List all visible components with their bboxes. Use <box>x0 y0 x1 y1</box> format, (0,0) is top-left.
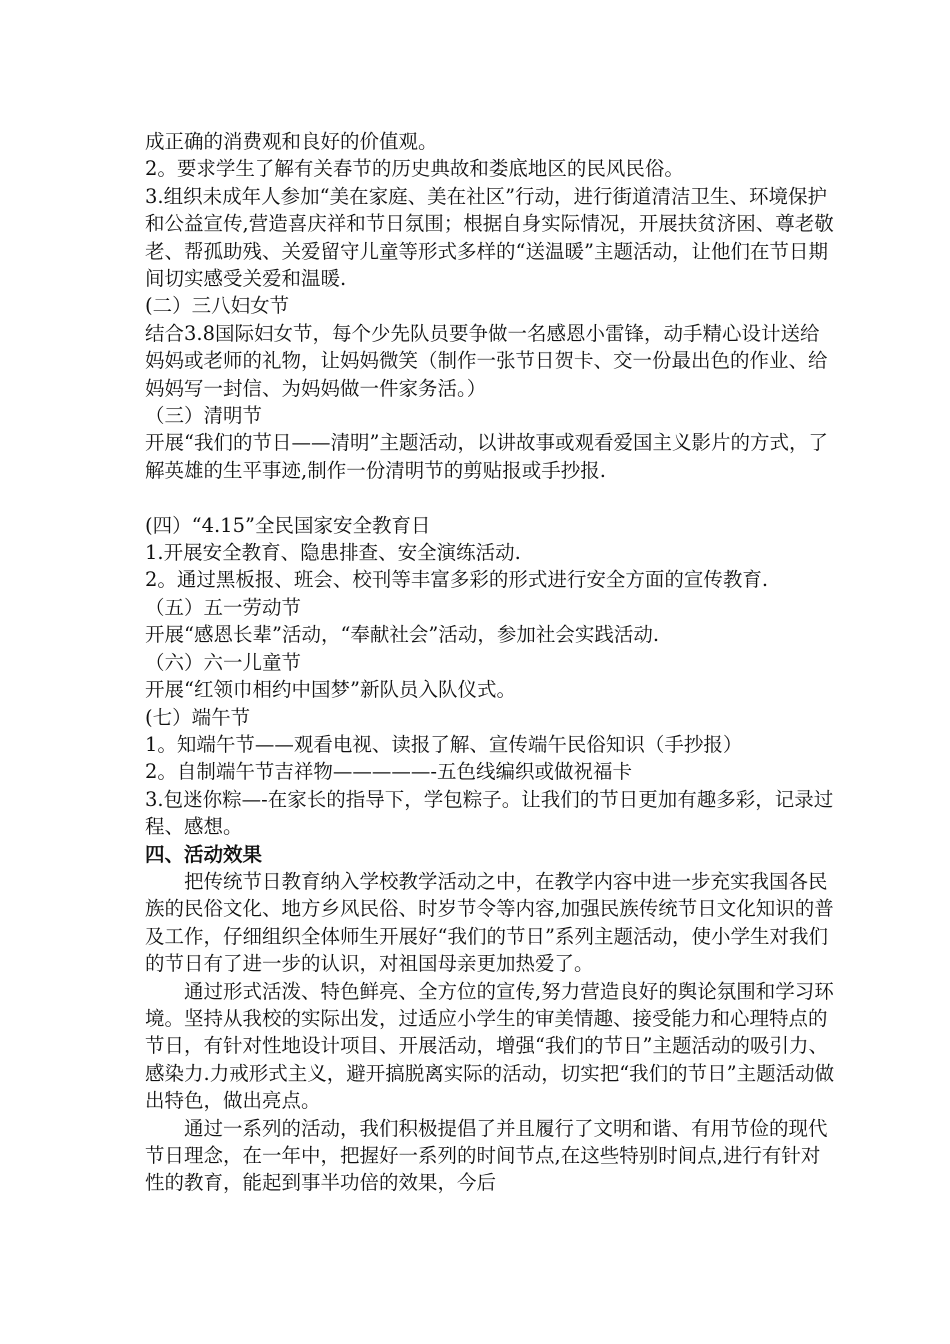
list-item: 2。自制端午节吉祥物—————-五色线编织或做祝福卡 <box>145 760 632 784</box>
paragraph: 开展“我们的节日——清明”主题活动，以讲故事或观看爱国主义影片的方式，了解英雄的生平事迹,制作一份清明节的剪贴报或手抄报. <box>145 431 828 482</box>
body-paragraph: 通过形式活泼、特色鲜亮、全方位的宣传,努力营造良好的舆论氛围和学习环境。坚持从我校的实际出发，过适应小学生的审美情趣、接受能力和心理特点的节日，有针对性地设计项目、开展活动，增强“我们的节日”主题活动的吸引力、感染力.力戒形式主义，避开搞脱离实际的活动，切实把“我们的节日”主题活动做出特色，做出亮点。 <box>145 979 835 1113</box>
blank-line <box>145 484 835 511</box>
section-subheading: (四）“4.15”全民国家安全教育日 <box>145 513 431 537</box>
list-item: 1。知端午节——观看电视、读报了解、宣传端午民俗知识（手抄报） <box>145 732 743 756</box>
section-heading: 四、活动效果 <box>145 842 263 866</box>
paragraph: 开展“感恩长辈”活动，“奉献社会”活动，参加社会实践活动. <box>145 623 660 647</box>
paragraph: 成正确的消费观和良好的价值观。 <box>145 130 438 153</box>
list-item: 2。通过黑板报、班会、校刊等丰富多彩的形式进行安全方面的宣传教育. <box>145 568 769 592</box>
paragraph: 开展“红领巾相约中国梦”新队员入队仪式。 <box>145 678 516 702</box>
section-subheading: （六）六一儿童节 <box>145 650 302 674</box>
section-subheading: （五）五一劳动节 <box>145 595 302 619</box>
section-subheading: (二）三八妇女节 <box>145 294 290 318</box>
section-subheading: （三）清明节 <box>145 404 263 428</box>
list-item: 3.包迷你粽—-在家长的指导下，学包粽子。让我们的节日更加有趣多彩，记录过程、感想。 <box>145 787 834 839</box>
list-item: 1.开展安全教育、隐患排查、安全演练活动. <box>145 541 521 565</box>
body-paragraph: 把传统节日教育纳入学校教学活动之中，在教学内容中进一步充实我国各民族的民俗文化、地方乡风民俗、时岁节令等内容,加强民族传统节日文化知识的普及工作，仔细组织全体师生开展好“我们的节日”系列主题活动，使小学生对我们的节日有了进一步的认识，对祖国母亲更加热爱了。 <box>145 869 834 976</box>
list-item: 2。要求学生了解有关春节的历史典故和娄底地区的民风民俗。 <box>145 157 684 181</box>
paragraph: 结合3.8国际妇女节，每个少先队员要争做一名感恩小雷锋，动手精心设计送给妈妈或老师的礼物，让妈妈微笑（制作一张节日贺卡、交一份最出色的作业、给妈妈写一封信、为妈妈做一件家务活。） <box>145 321 828 400</box>
list-item: 3.组织未成年人参加“美在家庭、美在社区”行动，进行街道清洁卫生、环境保护和公益宣传,营造喜庆祥和节日氛围；根据自身实际情况，开展扶贫济困、尊老敬老、帮孤助残、关爱留守儿童等形式多样的“送温暖”主题活动，让他们在节日期间切实感受关爱和温暖. <box>145 184 834 291</box>
section-subheading: (七）端午节 <box>145 705 251 729</box>
body-paragraph: 通过一系列的活动，我们积极提倡了并且履行了文明和谐、有用节俭的现代节日理念，在一年中，把握好一系列的时间节点,在这些特别时间点,进行有针对性的教育，能起到事半功倍的效果，今后 <box>145 1116 828 1195</box>
document-body <box>145 128 835 1197</box>
